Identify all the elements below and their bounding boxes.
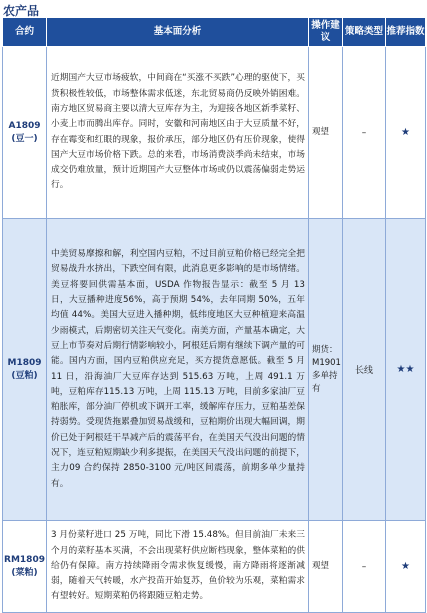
header-rating: 推荐指数 — [386, 18, 426, 47]
contract-name: (豆粕) — [11, 370, 38, 381]
table-row — [3, 219, 426, 521]
table-header-row — [3, 18, 426, 47]
contract-cell — [3, 47, 47, 219]
header-analysis: 基本面分析 — [47, 18, 309, 47]
contract-code: A1809 — [8, 120, 41, 131]
contract-cell — [3, 219, 47, 521]
table-row — [3, 47, 426, 219]
rating-stars: ★ — [386, 47, 426, 219]
strategy-cell: – — [343, 47, 386, 219]
strategy-cell: – — [343, 521, 386, 613]
suggestion-cell: 观望 — [309, 521, 343, 613]
contract-name: (菜粕) — [11, 567, 38, 578]
suggestion-cell: 观望 — [309, 47, 343, 219]
strategy-table — [2, 17, 426, 613]
strategy-cell: 长线 — [343, 219, 386, 521]
rating-stars: ★★ — [386, 219, 426, 521]
header-contract: 合约 — [3, 18, 47, 47]
contract-code: RM1809 — [4, 554, 45, 565]
rating-stars: ★ — [386, 521, 426, 613]
analysis-cell: 近期国产大豆市场疲软，中间商在“买涨不买跌”心理的驱使下，买货积极性较低，市场整体需求低迷，东北贸易商仍反映外销困难。南方地区贸易商主要以清大豆库存为主，为迎接各地区新季菜籽、小麦上市而腾出库存。同时，安徽和河南地区由于大豆质量不好，存在霉变和红眼的现象，报价承压，部分地区仍有压价现象，使得国产大豆市场价格下跌。总的来看，市场消费淡季尚未结束，市场成交仍难放量，预计近期国产大豆整体市场或仍以震荡偏弱走势运行。 — [47, 47, 309, 219]
contract-cell — [3, 521, 47, 613]
section-title: 农产品 — [3, 4, 40, 18]
contract-name: (豆一) — [11, 133, 38, 144]
table-row — [3, 521, 426, 613]
suggestion-cell: 期货：M1901 多单持有 — [309, 219, 343, 521]
contract-code: M1809 — [7, 357, 42, 368]
header-strategy: 策略类型 — [343, 18, 386, 47]
header-suggestion: 操作建议 — [309, 18, 343, 47]
analysis-cell: 3 月份菜籽进口 25 万吨，同比下滑 15.48%。但目前油厂未来三个月的菜籽基本买满，不会出现菜籽供应断档现象，整体菜粕的供给仍有保障。南方持续降雨令需求恢复缓慢，南方降雨将逐渐减弱，随着天气转暖，水产投苗开始复苏，鱼价较为乐观，菜粕需求有望转好。短期菜粕仍将跟随豆粕走势。 — [47, 521, 309, 613]
analysis-cell: 中美贸易摩擦和解，利空国内豆粕，不过目前豆粕价格已经完全把贸易战升水挤出，下跌空间有限，此消息更多影响的是市场情绪。美豆将要回供需基本面，USDA 作物报告显示：截至 5 月 13 日，大豆播种进度56%，高于预期 54%，去年同期 50%，五年均值 44%。美国大豆进入播种期，低纬度地区大豆种植迎来高温少雨模式，后期密切关注天气变化。南美方面，产量基本确定，大豆上市节奏对后期行情影响较小，阿根廷后期有继续下调产量的可能。国内方面，国内豆粕供应充足，买方提货意愿低。截至 5 月 11 日，沿海油厂大豆库存达到 515.63 万吨，上周 491.1 万吨，豆粕库存115.13 万吨，上周 115.13 万吨，目前多家油厂豆粕胀库，部分油厂停机或下调开工率，缓解库存压力，豆粕基差保持弱势。受现货拖累叠加贸易战缓和，豆粕期价出现大幅回调，期价已处于阿根廷干旱减产后的震荡平台，在美国天气没出问题的情况下，连豆粕短期缺少利多提振，在美国天气没出问题的前提下，主力09 合约保持 2850-3100 元/吨区间震荡，前期多单少量持有。 — [47, 219, 309, 521]
